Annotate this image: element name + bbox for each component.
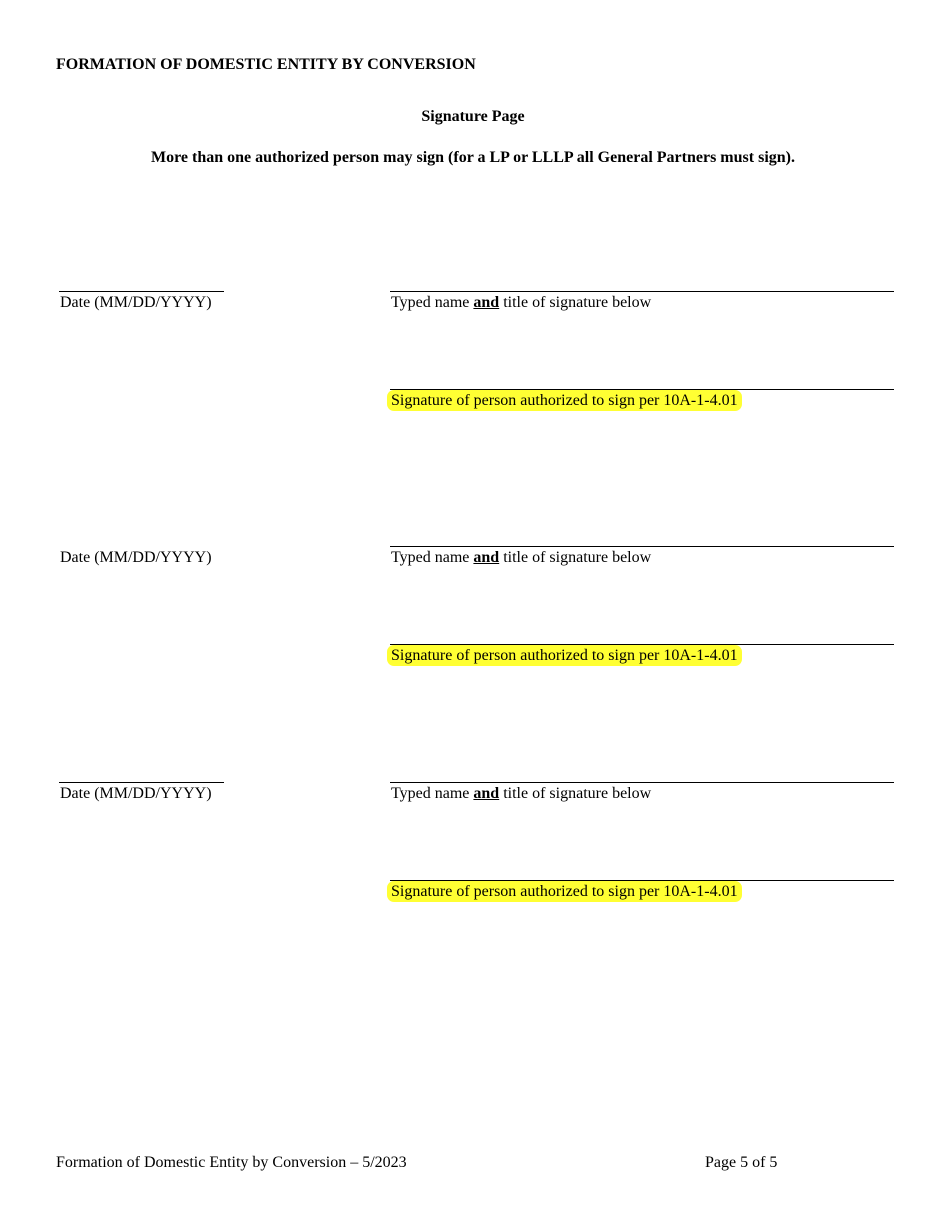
typed-name-label [391, 548, 651, 567]
signature-label: Signature of person authorized to sign per 10A-1-4.01 [387, 645, 742, 666]
typed-name-prefix: Typed name [391, 549, 474, 566]
signing-instructions: More than one authorized person may sign (for a LP or LLLP all General Partners must sign). [151, 149, 795, 166]
typed-name-suffix: title of signature below [499, 785, 652, 802]
date-input-line[interactable] [59, 782, 224, 783]
date-input-line[interactable] [59, 291, 224, 292]
typed-name-suffix: title of signature below [499, 549, 652, 566]
date-label: Date (MM/DD/YYYY) [60, 549, 212, 566]
typed-name-emphasis: and [473, 294, 500, 311]
typed-name-input-line[interactable] [390, 546, 894, 547]
typed-name-prefix: Typed name [391, 294, 474, 311]
form-header: FORMATION OF DOMESTIC ENTITY BY CONVERSION [56, 56, 476, 73]
typed-name-emphasis: and [473, 785, 500, 802]
date-label: Date (MM/DD/YYYY) [60, 294, 212, 311]
typed-name-prefix: Typed name [391, 785, 474, 802]
date-label: Date (MM/DD/YYYY) [60, 785, 212, 802]
typed-name-label [391, 784, 651, 803]
footer-page-number: Page 5 of 5 [705, 1154, 778, 1171]
signature-label: Signature of person authorized to sign per 10A-1-4.01 [387, 390, 742, 411]
footer-form-name: Formation of Domestic Entity by Conversion – 5/2023 [56, 1154, 407, 1171]
signature-label: Signature of person authorized to sign per 10A-1-4.01 [387, 881, 742, 902]
typed-name-suffix: title of signature below [499, 294, 652, 311]
typed-name-input-line[interactable] [390, 782, 894, 783]
typed-name-emphasis: and [473, 549, 500, 566]
page-subtitle: Signature Page [421, 108, 525, 125]
typed-name-input-line[interactable] [390, 291, 894, 292]
typed-name-label [391, 293, 651, 312]
